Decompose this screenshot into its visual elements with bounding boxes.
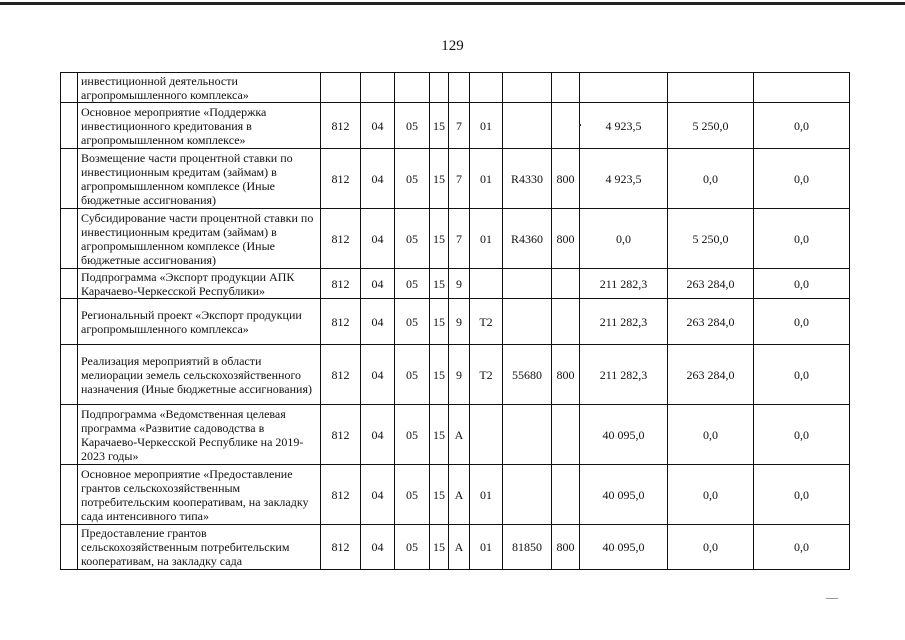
section-code-cell <box>361 73 395 103</box>
direction-code-cell <box>503 269 552 299</box>
amount-2023-cell: 0,0 <box>754 209 850 269</box>
amount-2022-cell: 263 284,0 <box>668 345 754 405</box>
amount-2021-cell: 211 282,3 <box>580 345 668 405</box>
table-row <box>61 269 850 299</box>
table-row <box>61 299 850 345</box>
row-index-cell <box>61 73 78 103</box>
admin-code-cell: 812 <box>321 209 361 269</box>
expense-type-code-cell: 800 <box>552 525 580 570</box>
subsection-code-cell: 05 <box>395 149 430 209</box>
subprogram-code-cell: 7 <box>449 103 470 149</box>
scan-mark <box>826 598 838 599</box>
amount-2022-cell: 0,0 <box>668 465 754 525</box>
row-index-cell <box>61 405 78 465</box>
program-code-cell: 15 <box>430 299 449 345</box>
program-code-cell: 15 <box>430 149 449 209</box>
subprogram-code-cell: 7 <box>449 209 470 269</box>
subprogram-code-cell: 9 <box>449 269 470 299</box>
section-code-cell: 04 <box>361 209 395 269</box>
row-name-cell: Предоставление грантов сельскохозяйственным потребительским кооперативам, на закладку сада <box>78 525 321 570</box>
row-name-cell: Региональный проект «Экспорт продукции агропромышленного комплекса» <box>78 299 321 345</box>
expense-type-code-cell: 800 <box>552 209 580 269</box>
scan-speck <box>579 124 581 126</box>
row-index-cell <box>61 103 78 149</box>
table-row <box>61 149 850 209</box>
subsection-code-cell: 05 <box>395 269 430 299</box>
row-index-cell <box>61 149 78 209</box>
expense-type-code-cell: 800 <box>552 345 580 405</box>
subsection-code-cell: 05 <box>395 405 430 465</box>
row-index-cell <box>61 525 78 570</box>
amount-2023-cell: 0,0 <box>754 103 850 149</box>
expense-type-code-cell <box>552 299 580 345</box>
section-code-cell: 04 <box>361 103 395 149</box>
direction-code-cell: 81850 <box>503 525 552 570</box>
amount-2023-cell: 0,0 <box>754 345 850 405</box>
amount-2022-cell: 263 284,0 <box>668 299 754 345</box>
program-code-cell <box>430 73 449 103</box>
table-row <box>61 525 850 570</box>
table-row <box>61 103 850 149</box>
direction-code-cell <box>503 465 552 525</box>
section-code-cell: 04 <box>361 405 395 465</box>
row-index-cell <box>61 465 78 525</box>
expense-type-code-cell <box>552 465 580 525</box>
subsection-code-cell: 05 <box>395 209 430 269</box>
amount-2021-cell: 211 282,3 <box>580 299 668 345</box>
row-name-cell: Основное мероприятие «Поддержка инвестиционного кредитования в агропромышленном комплексе» <box>78 103 321 149</box>
table-row <box>61 209 850 269</box>
amount-2023-cell: 0,0 <box>754 525 850 570</box>
program-code-cell: 15 <box>430 103 449 149</box>
direction-code-cell <box>503 405 552 465</box>
table-row <box>61 345 850 405</box>
amount-2021-cell: 0,0 <box>580 209 668 269</box>
program-code-cell: 15 <box>430 465 449 525</box>
row-name-cell: Субсидирование части процентной ставки по инвестиционным кредитам (займам) в агропромышленном комплексе (Иные бюджетные ассигнования) <box>78 209 321 269</box>
amount-2022-cell: 0,0 <box>668 149 754 209</box>
section-code-cell: 04 <box>361 149 395 209</box>
subsection-code-cell <box>395 73 430 103</box>
page-number: 129 <box>441 38 464 54</box>
amount-2022-cell: 5 250,0 <box>668 209 754 269</box>
direction-code-cell: R4360 <box>503 209 552 269</box>
admin-code-cell: 812 <box>321 345 361 405</box>
expense-type-code-cell <box>552 73 580 103</box>
event-code-cell: 01 <box>470 103 503 149</box>
event-code-cell: T2 <box>470 345 503 405</box>
event-code-cell: 01 <box>470 209 503 269</box>
subsection-code-cell: 05 <box>395 299 430 345</box>
row-name-cell: Реализация мероприятий в области мелиорации земель сельскохозяйственного назначения (Иные бюджетные ассигнования) <box>78 345 321 405</box>
event-code-cell <box>470 269 503 299</box>
subsection-code-cell: 05 <box>395 103 430 149</box>
amount-2023-cell: 0,0 <box>754 149 850 209</box>
subprogram-code-cell: А <box>449 405 470 465</box>
amount-2021-cell: 4 923,5 <box>580 149 668 209</box>
direction-code-cell: 55680 <box>503 345 552 405</box>
section-code-cell: 04 <box>361 345 395 405</box>
admin-code-cell: 812 <box>321 465 361 525</box>
section-code-cell: 04 <box>361 269 395 299</box>
program-code-cell: 15 <box>430 525 449 570</box>
program-code-cell: 15 <box>430 209 449 269</box>
admin-code-cell: 812 <box>321 405 361 465</box>
amount-2023-cell: 0,0 <box>754 269 850 299</box>
amount-2022-cell: 0,0 <box>668 525 754 570</box>
event-code-cell: 01 <box>470 525 503 570</box>
amount-2023-cell <box>754 73 850 103</box>
row-index-cell <box>61 299 78 345</box>
row-name-cell: инвестиционной деятельности агропромышленного комплекса» <box>78 73 321 103</box>
table-body <box>61 73 850 570</box>
amount-2022-cell: 5 250,0 <box>668 103 754 149</box>
section-code-cell: 04 <box>361 465 395 525</box>
event-code-cell: T2 <box>470 299 503 345</box>
row-name-cell: Основное мероприятие «Предоставление грантов сельскохозяйственным потребительским кооперативам, на закладку сада интенсивного типа» <box>78 465 321 525</box>
subsection-code-cell: 05 <box>395 525 430 570</box>
row-name-cell: Подпрограмма «Экспорт продукции АПК Карачаево-Черкесской Республики» <box>78 269 321 299</box>
section-code-cell: 04 <box>361 299 395 345</box>
expense-type-code-cell <box>552 405 580 465</box>
amount-2023-cell: 0,0 <box>754 405 850 465</box>
subprogram-code-cell: А <box>449 525 470 570</box>
subprogram-code-cell: А <box>449 465 470 525</box>
admin-code-cell: 812 <box>321 149 361 209</box>
direction-code-cell: R4330 <box>503 149 552 209</box>
expense-type-code-cell: 800 <box>552 149 580 209</box>
event-code-cell: 01 <box>470 149 503 209</box>
subsection-code-cell: 05 <box>395 465 430 525</box>
amount-2021-cell: 4 923,5 <box>580 103 668 149</box>
amount-2021-cell: 40 095,0 <box>580 525 668 570</box>
subsection-code-cell: 05 <box>395 345 430 405</box>
subprogram-code-cell: 9 <box>449 345 470 405</box>
table-row <box>61 405 850 465</box>
amount-2021-cell: 40 095,0 <box>580 405 668 465</box>
amount-2021-cell <box>580 73 668 103</box>
program-code-cell: 15 <box>430 269 449 299</box>
amount-2022-cell: 263 284,0 <box>668 269 754 299</box>
expense-type-code-cell <box>552 103 580 149</box>
table-row <box>61 465 850 525</box>
program-code-cell: 15 <box>430 345 449 405</box>
budget-table <box>60 72 850 570</box>
expense-type-code-cell <box>552 269 580 299</box>
row-index-cell <box>61 345 78 405</box>
subprogram-code-cell <box>449 73 470 103</box>
page-top-rule <box>0 2 905 5</box>
event-code-cell: 01 <box>470 465 503 525</box>
direction-code-cell <box>503 103 552 149</box>
amount-2022-cell: 0,0 <box>668 405 754 465</box>
event-code-cell <box>470 405 503 465</box>
amount-2022-cell <box>668 73 754 103</box>
row-index-cell <box>61 209 78 269</box>
amount-2021-cell: 40 095,0 <box>580 465 668 525</box>
subprogram-code-cell: 7 <box>449 149 470 209</box>
row-name-cell: Возмещение части процентной ставки по инвестиционным кредитам (займам) в агропромышленном комплексе (Иные бюджетные ассигнования) <box>78 149 321 209</box>
row-index-cell <box>61 269 78 299</box>
subprogram-code-cell: 9 <box>449 299 470 345</box>
section-code-cell: 04 <box>361 525 395 570</box>
row-name-cell: Подпрограмма «Ведомственная целевая программа «Развитие садоводства в Карачаево-Черкесской Республике на 2019-2023 годы» <box>78 405 321 465</box>
admin-code-cell <box>321 73 361 103</box>
amount-2023-cell: 0,0 <box>754 299 850 345</box>
admin-code-cell: 812 <box>321 525 361 570</box>
event-code-cell <box>470 73 503 103</box>
program-code-cell: 15 <box>430 405 449 465</box>
admin-code-cell: 812 <box>321 269 361 299</box>
admin-code-cell: 812 <box>321 299 361 345</box>
table-row <box>61 73 850 103</box>
amount-2021-cell: 211 282,3 <box>580 269 668 299</box>
direction-code-cell <box>503 73 552 103</box>
admin-code-cell: 812 <box>321 103 361 149</box>
amount-2023-cell: 0,0 <box>754 465 850 525</box>
direction-code-cell <box>503 299 552 345</box>
